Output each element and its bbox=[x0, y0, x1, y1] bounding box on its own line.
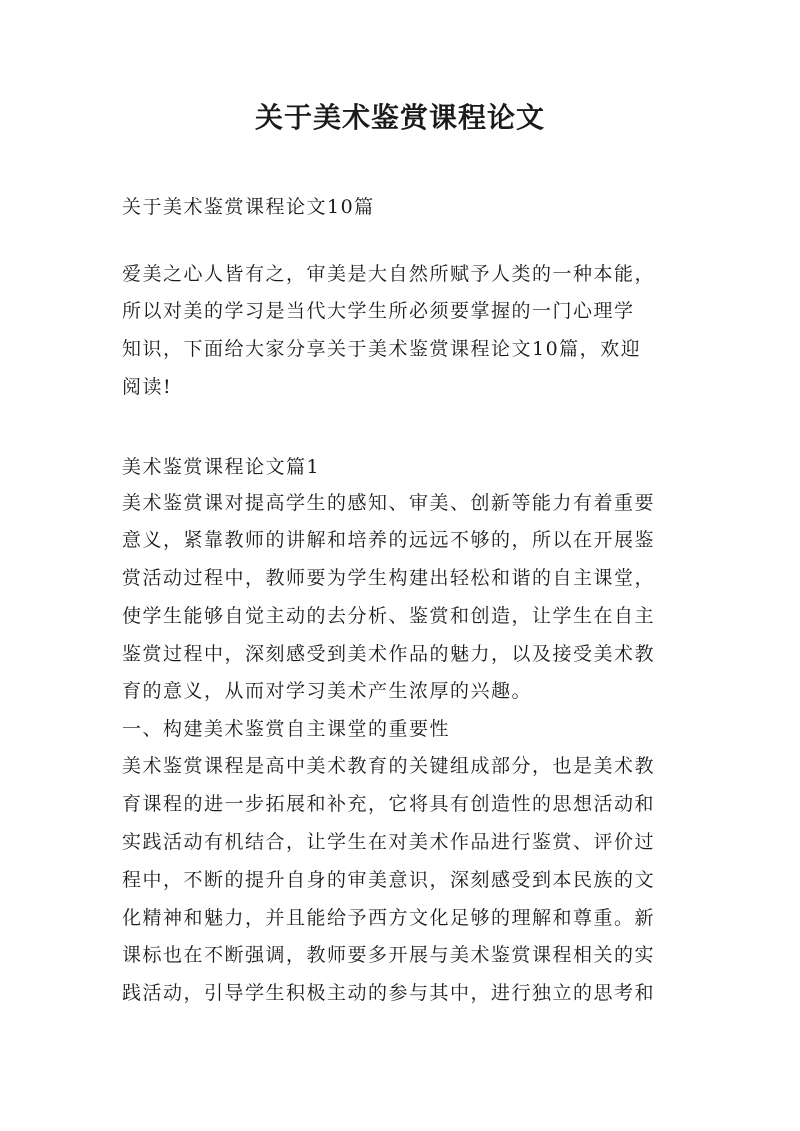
paragraph-line: 实践活动有机结合，让学生在对美术作品进行鉴赏、评价过 bbox=[122, 831, 656, 853]
paragraph-line: 程中，不断的提升自身的审美意识，深刻感受到本民族的文 bbox=[122, 869, 656, 891]
paragraph-line: 美术鉴赏课对提高学生的感知、审美、创新等能力有着重要 bbox=[122, 492, 656, 514]
paragraph-line: 化精神和魅力，并且能给予西方文化足够的理解和尊重。新 bbox=[122, 907, 656, 929]
paragraph-line: 践活动，引导学生积极主动的参与其中，进行独立的思考和 bbox=[122, 982, 656, 1004]
intro-line: 知识，下面给大家分享关于美术鉴赏课程论文10篇，欢迎 bbox=[122, 338, 642, 360]
paragraph-line: 育的意义，从而对学习美术产生浓厚的兴趣。 bbox=[122, 680, 533, 702]
intro-line: 所以对美的学习是当代大学生所必须要掌握的一门心理学 bbox=[122, 300, 635, 322]
paragraph-line: 使学生能够自觉主动的去分析、鉴赏和创造，让学生在自主 bbox=[122, 605, 656, 627]
intro-line: 阅读! bbox=[122, 376, 173, 398]
intro-line: 爱美之心人皆有之，审美是大自然所赋予人类的一种本能， bbox=[122, 263, 656, 285]
paragraph-line: 鉴赏过程中，深刻感受到美术作品的魅力，以及接受美术教 bbox=[122, 643, 656, 665]
paragraph-line: 课标也在不断强调，教师要多开展与美术鉴赏课程相关的实 bbox=[122, 944, 656, 966]
document-title: 关于美术鉴赏课程论文 bbox=[254, 101, 545, 134]
paragraph-line: 赏活动过程中，教师要为学生构建出轻松和谐的自主课堂， bbox=[122, 567, 656, 589]
section-heading: 美术鉴赏课程论文篇1 bbox=[122, 456, 321, 478]
paragraph-line: 美术鉴赏课程是高中美术教育的关键组成部分，也是美术教 bbox=[122, 755, 656, 777]
paragraph-line: 育课程的进一步拓展和补充，它将具有创造性的思想活动和 bbox=[122, 793, 656, 815]
document-subtitle: 关于美术鉴赏课程论文10篇 bbox=[122, 196, 375, 218]
paragraph-line: 意义，紧靠教师的讲解和培养的远远不够的，所以在开展鉴 bbox=[122, 529, 656, 551]
subheading: 一、构建美术鉴赏自主课堂的重要性 bbox=[122, 718, 451, 740]
